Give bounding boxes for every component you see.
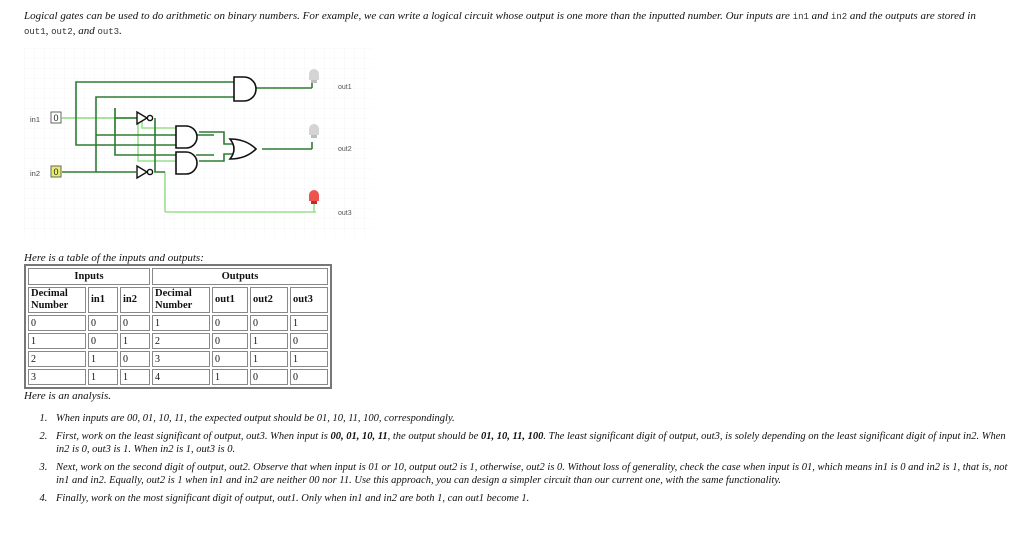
table-row	[28, 369, 328, 385]
table-cell: 1	[28, 333, 86, 349]
table-cell: 3	[28, 369, 86, 385]
table-cell: 1	[120, 333, 150, 349]
table-cell: 1	[290, 351, 328, 367]
code-in2: in2	[830, 12, 848, 22]
col-header-decimal-in: Decimal Number	[28, 287, 86, 313]
table-cell: 1	[250, 351, 288, 367]
code-out1: out1	[24, 27, 46, 37]
intro-sep-1: ,	[45, 25, 52, 37]
col-header-out1: out1	[212, 287, 248, 313]
table-cell: 0	[120, 351, 150, 367]
table-cell: 3	[152, 351, 210, 367]
table-cell: 0	[290, 369, 328, 385]
analysis-item-2	[50, 430, 1020, 456]
input1-value: 0	[53, 113, 59, 123]
out1-label: out1	[338, 84, 352, 91]
intro-text-3: and the outputs are stored in	[847, 10, 976, 22]
and-gate-upper	[176, 126, 197, 148]
table-column-header-row	[28, 287, 328, 313]
table-cell: 0	[212, 333, 248, 349]
analysis-item-1: 1. When inputs are 00, 01, 10, 11, the expected output should be 01, 10, 11, 100, correspondingly.	[50, 412, 1020, 425]
code-out3: out3	[97, 27, 120, 37]
analysis-item-2-text-e: . The least significant digit of output, out3, is solely depending on the least significant digit of input in2. When in2 is 0, out3 is 1. When in2 is 1, out3 is 0.	[56, 431, 1006, 455]
table-cell: 1	[152, 315, 210, 331]
table-row	[28, 333, 328, 349]
intro-paragraph	[24, 9, 984, 39]
table-cell: 0	[88, 315, 118, 331]
table-cell: 4	[152, 369, 210, 385]
col-header-out3: out3	[290, 287, 328, 313]
analysis-item-2-outputs: 01, 10, 11, 100	[480, 431, 544, 442]
input2-value: 0	[53, 167, 59, 177]
input1-label: in1	[30, 115, 41, 124]
and-gate-out1	[234, 77, 256, 101]
analysis-item-2-inputs: 00, 01, 10, 11	[330, 431, 388, 442]
analysis-item-2-text-c: , the output should be	[387, 431, 481, 442]
analysis-item-3: 3. Next, work on the second digit of output, out2. Observe that when input is 01 or 10, output out2 is 1, otherwise, out2 is 0. Without loss of generality, check the case when input is 01, which means in1 is 0 and in2 is 1, that is, not in1 and in2. Equally, out2 is 1 when in1 and in2 are neither 00 nor 11. Use this approach, you can design a simpler circuit than our current one, with the same functionality.	[50, 461, 1020, 487]
table-cell: 1	[290, 315, 328, 331]
analysis-list	[34, 412, 1020, 510]
inputs-group-header: Inputs	[28, 268, 150, 285]
table-cell: 0	[88, 333, 118, 349]
table-cell: 0	[28, 315, 86, 331]
intro-text-1: Logical gates can be used to do arithmetic on binary numbers. For example, we can write a logical circuit whose output is one more than the inputted number. Our inputs are	[24, 10, 793, 22]
intro-end: .	[119, 25, 122, 37]
intro-sep-2: , and	[72, 25, 98, 37]
truth-table	[24, 264, 332, 389]
table-row	[28, 351, 328, 367]
table-cell: 1	[88, 351, 118, 367]
code-in1: in1	[792, 12, 809, 22]
logic-circuit-diagram	[24, 48, 372, 238]
analysis-item-2-text-a: First, work on the least significant of output, out3. When input is	[56, 431, 331, 442]
out2-label: out2	[338, 146, 352, 153]
table-caption: Here is a table of the inputs and outputs:	[24, 252, 204, 264]
table-cell: 2	[28, 351, 86, 367]
table-cell: 0	[120, 315, 150, 331]
code-out2: out2	[51, 27, 73, 37]
analysis-item-4: 4. Finally, work on the most significant digit of output, out1. Only when in1 and in2 are both 1, can out1 become 1.	[50, 492, 1020, 505]
outputs-group-header: Outputs	[152, 268, 328, 285]
table-cell: 0	[250, 315, 288, 331]
table-cell: 1	[120, 369, 150, 385]
col-header-decimal-out: Decimal Number	[152, 287, 210, 313]
table-cell: 0	[212, 315, 248, 331]
col-header-out2: out2	[250, 287, 288, 313]
col-header-in1: in1	[88, 287, 118, 313]
table-cell: 0	[212, 351, 248, 367]
table-cell: 2	[152, 333, 210, 349]
input2-label: in2	[30, 169, 41, 178]
intro-text-2: and	[808, 10, 831, 22]
table-cell: 1	[212, 369, 248, 385]
table-cell: 0	[250, 369, 288, 385]
table-cell: 0	[290, 333, 328, 349]
table-cell: 1	[250, 333, 288, 349]
and-gate-lower	[176, 152, 197, 174]
col-header-in2: in2	[120, 287, 150, 313]
table-group-header-row	[28, 268, 328, 285]
table-cell: 1	[88, 369, 118, 385]
out3-label: out3	[338, 210, 352, 217]
table-row	[28, 315, 328, 331]
analysis-title: Here is an analysis.	[24, 390, 111, 402]
